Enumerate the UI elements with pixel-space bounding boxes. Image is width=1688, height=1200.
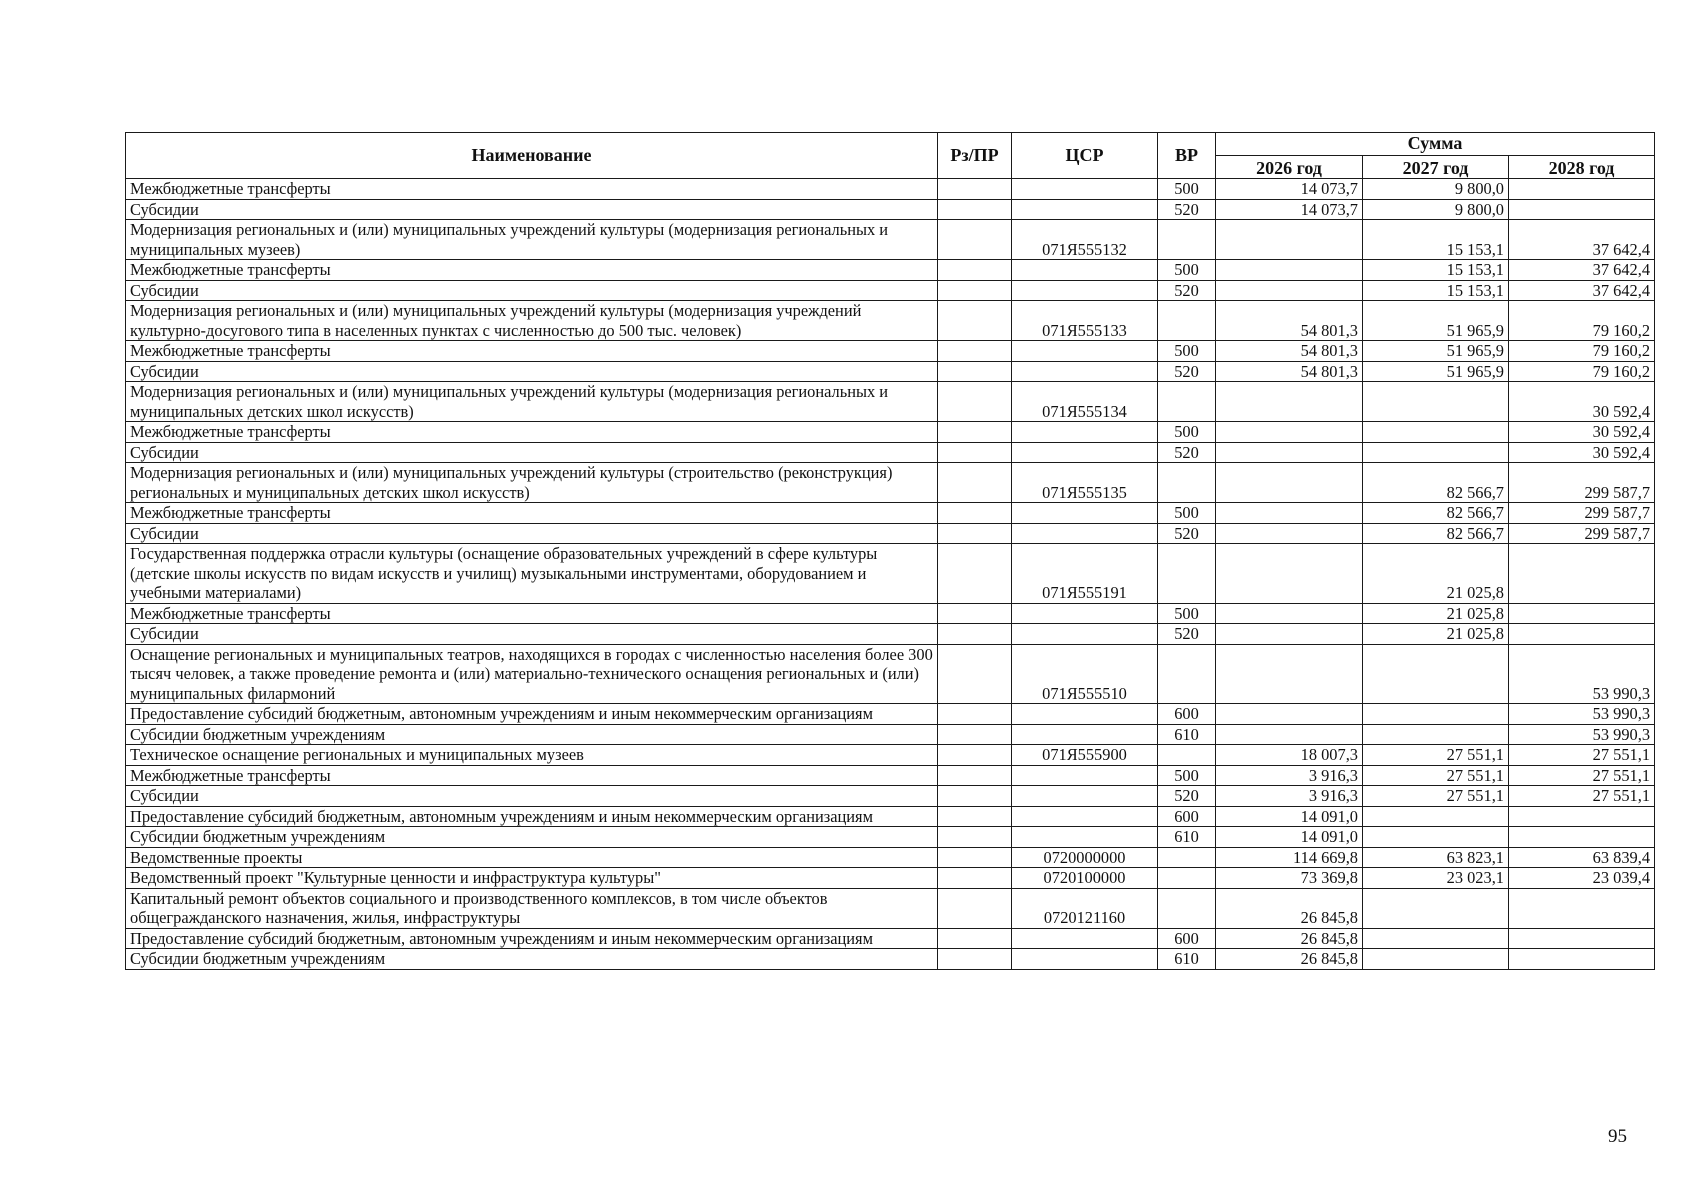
- cell-vr: 500: [1158, 503, 1216, 524]
- header-year-2028: 2028 год: [1509, 156, 1655, 179]
- cell-2027: 51 965,9: [1363, 341, 1509, 362]
- cell-csr: [1012, 280, 1158, 301]
- cell-vr: 610: [1158, 724, 1216, 745]
- cell-rzpr: [938, 179, 1012, 200]
- table-row: [126, 382, 1655, 422]
- cell-name: Межбюджетные трансферты: [126, 260, 938, 281]
- cell-csr: [1012, 422, 1158, 443]
- header-name: Наименование: [126, 133, 938, 179]
- cell-name: Межбюджетные трансферты: [126, 765, 938, 786]
- cell-2028: 30 592,4: [1509, 442, 1655, 463]
- table-header: [126, 133, 1655, 179]
- cell-2027: 9 800,0: [1363, 179, 1509, 200]
- cell-csr: 0720100000: [1012, 868, 1158, 889]
- table-row: [126, 280, 1655, 301]
- cell-csr: [1012, 949, 1158, 970]
- cell-2026: [1216, 644, 1363, 704]
- cell-csr: 071Я555191: [1012, 544, 1158, 604]
- cell-2026: [1216, 382, 1363, 422]
- cell-2027: [1363, 704, 1509, 725]
- cell-rzpr: [938, 301, 1012, 341]
- cell-rzpr: [938, 280, 1012, 301]
- cell-2028: 299 587,7: [1509, 463, 1655, 503]
- cell-2028: [1509, 827, 1655, 848]
- cell-name: Капитальный ремонт объектов социального и производственного комплексов, в том числе объектов общегражданского назначения, жилья, инфраструктуры: [126, 888, 938, 928]
- cell-2026: 26 845,8: [1216, 949, 1363, 970]
- cell-2028: 37 642,4: [1509, 280, 1655, 301]
- cell-2026: [1216, 603, 1363, 624]
- cell-2027: 15 153,1: [1363, 280, 1509, 301]
- cell-2026: [1216, 280, 1363, 301]
- cell-vr: 500: [1158, 260, 1216, 281]
- table-row: [126, 220, 1655, 260]
- cell-name: Межбюджетные трансферты: [126, 341, 938, 362]
- table-row: [126, 199, 1655, 220]
- cell-csr: [1012, 361, 1158, 382]
- cell-rzpr: [938, 361, 1012, 382]
- cell-2027: [1363, 382, 1509, 422]
- cell-csr: [1012, 341, 1158, 362]
- cell-2028: 27 551,1: [1509, 745, 1655, 766]
- cell-rzpr: [938, 949, 1012, 970]
- cell-2026: 54 801,3: [1216, 301, 1363, 341]
- cell-name: Субсидии: [126, 523, 938, 544]
- cell-vr: 520: [1158, 624, 1216, 645]
- table-row: [126, 361, 1655, 382]
- cell-2026: [1216, 523, 1363, 544]
- cell-rzpr: [938, 463, 1012, 503]
- cell-vr: 610: [1158, 827, 1216, 848]
- cell-rzpr: [938, 724, 1012, 745]
- cell-2027: [1363, 928, 1509, 949]
- cell-2027: 27 551,1: [1363, 745, 1509, 766]
- cell-2026: 14 091,0: [1216, 827, 1363, 848]
- table-row: [126, 603, 1655, 624]
- cell-csr: [1012, 603, 1158, 624]
- table-row: [126, 179, 1655, 200]
- cell-name: Модернизация региональных и (или) муниципальных учреждений культуры (модернизация учреждений культурно-досугового типа в населенных пунктах с численностью до 500 тыс. человек): [126, 301, 938, 341]
- cell-2027: 27 551,1: [1363, 765, 1509, 786]
- cell-2026: 26 845,8: [1216, 928, 1363, 949]
- cell-2028: 79 160,2: [1509, 341, 1655, 362]
- cell-2026: 114 669,8: [1216, 847, 1363, 868]
- cell-rzpr: [938, 442, 1012, 463]
- cell-name: Субсидии: [126, 786, 938, 807]
- cell-2027: [1363, 644, 1509, 704]
- cell-name: Государственная поддержка отрасли культуры (оснащение образовательных учреждений в сфере культуры (детские школы искусств по видам искусств и училищ) музыкальными инструментами, оборудованием и учебными материалами): [126, 544, 938, 604]
- cell-rzpr: [938, 382, 1012, 422]
- cell-name: Субсидии бюджетным учреждениям: [126, 724, 938, 745]
- cell-csr: [1012, 928, 1158, 949]
- cell-vr: [1158, 888, 1216, 928]
- cell-name: Модернизация региональных и (или) муниципальных учреждений культуры (строительство (реконструкция) региональных и муниципальных детских школ искусств): [126, 463, 938, 503]
- cell-csr: [1012, 806, 1158, 827]
- table-row: [126, 928, 1655, 949]
- cell-2026: 14 091,0: [1216, 806, 1363, 827]
- cell-2027: 82 566,7: [1363, 523, 1509, 544]
- cell-vr: [1158, 220, 1216, 260]
- cell-name: Субсидии: [126, 442, 938, 463]
- header-csr: ЦСР: [1012, 133, 1158, 179]
- cell-name: Техническое оснащение региональных и муниципальных музеев: [126, 745, 938, 766]
- cell-2027: [1363, 949, 1509, 970]
- cell-2026: 3 916,3: [1216, 786, 1363, 807]
- cell-2028: [1509, 624, 1655, 645]
- budget-table: [125, 132, 1655, 970]
- cell-csr: [1012, 724, 1158, 745]
- cell-csr: [1012, 704, 1158, 725]
- cell-2028: 53 990,3: [1509, 724, 1655, 745]
- cell-vr: [1158, 544, 1216, 604]
- cell-csr: [1012, 199, 1158, 220]
- cell-2026: [1216, 442, 1363, 463]
- cell-2026: [1216, 544, 1363, 604]
- cell-csr: [1012, 765, 1158, 786]
- table-row: [126, 544, 1655, 604]
- table-row: [126, 503, 1655, 524]
- table-row: [126, 341, 1655, 362]
- cell-2027: [1363, 724, 1509, 745]
- cell-2027: 9 800,0: [1363, 199, 1509, 220]
- cell-2026: [1216, 624, 1363, 645]
- cell-2027: 15 153,1: [1363, 220, 1509, 260]
- cell-vr: [1158, 301, 1216, 341]
- cell-2028: 30 592,4: [1509, 382, 1655, 422]
- cell-vr: 520: [1158, 523, 1216, 544]
- cell-vr: [1158, 644, 1216, 704]
- cell-2026: [1216, 220, 1363, 260]
- cell-2028: [1509, 949, 1655, 970]
- cell-rzpr: [938, 765, 1012, 786]
- cell-name: Межбюджетные трансферты: [126, 503, 938, 524]
- table-row: [126, 745, 1655, 766]
- cell-rzpr: [938, 220, 1012, 260]
- table-row: [126, 847, 1655, 868]
- header-year-2027: 2027 год: [1363, 156, 1509, 179]
- cell-2026: 14 073,7: [1216, 179, 1363, 200]
- cell-rzpr: [938, 868, 1012, 889]
- cell-2026: [1216, 463, 1363, 503]
- cell-2026: 3 916,3: [1216, 765, 1363, 786]
- cell-vr: 500: [1158, 603, 1216, 624]
- cell-vr: [1158, 868, 1216, 889]
- header-sum: Сумма: [1216, 133, 1655, 156]
- cell-vr: 600: [1158, 704, 1216, 725]
- cell-2028: [1509, 603, 1655, 624]
- table-row: [126, 704, 1655, 725]
- cell-vr: [1158, 745, 1216, 766]
- cell-rzpr: [938, 644, 1012, 704]
- cell-rzpr: [938, 786, 1012, 807]
- cell-csr: 071Я555900: [1012, 745, 1158, 766]
- cell-rzpr: [938, 422, 1012, 443]
- cell-csr: [1012, 624, 1158, 645]
- cell-2027: 21 025,8: [1363, 603, 1509, 624]
- cell-2026: [1216, 724, 1363, 745]
- table-row: [126, 888, 1655, 928]
- table-row: [126, 260, 1655, 281]
- cell-vr: 610: [1158, 949, 1216, 970]
- cell-2026: [1216, 704, 1363, 725]
- cell-name: Ведомственный проект "Культурные ценности и инфраструктура культуры": [126, 868, 938, 889]
- cell-vr: [1158, 847, 1216, 868]
- table-row: [126, 523, 1655, 544]
- table-row: [126, 644, 1655, 704]
- cell-2026: 54 801,3: [1216, 341, 1363, 362]
- cell-2027: 51 965,9: [1363, 361, 1509, 382]
- cell-2028: 53 990,3: [1509, 644, 1655, 704]
- page-number: 95: [1608, 1126, 1627, 1147]
- cell-vr: 520: [1158, 786, 1216, 807]
- cell-rzpr: [938, 603, 1012, 624]
- cell-2027: 82 566,7: [1363, 463, 1509, 503]
- cell-2028: 299 587,7: [1509, 523, 1655, 544]
- cell-name: Субсидии: [126, 280, 938, 301]
- table-row: [126, 949, 1655, 970]
- cell-2026: 73 369,8: [1216, 868, 1363, 889]
- table-row: [126, 765, 1655, 786]
- cell-rzpr: [938, 341, 1012, 362]
- cell-2028: [1509, 199, 1655, 220]
- cell-csr: 071Я555133: [1012, 301, 1158, 341]
- cell-csr: [1012, 523, 1158, 544]
- cell-vr: 500: [1158, 341, 1216, 362]
- cell-2027: [1363, 806, 1509, 827]
- table-row: [126, 624, 1655, 645]
- cell-2028: 53 990,3: [1509, 704, 1655, 725]
- cell-csr: 071Я555132: [1012, 220, 1158, 260]
- header-rzpr: Рз/ПР: [938, 133, 1012, 179]
- cell-name: Межбюджетные трансферты: [126, 422, 938, 443]
- cell-name: Межбюджетные трансферты: [126, 179, 938, 200]
- cell-2028: 299 587,7: [1509, 503, 1655, 524]
- cell-vr: 520: [1158, 199, 1216, 220]
- cell-rzpr: [938, 260, 1012, 281]
- cell-rzpr: [938, 745, 1012, 766]
- cell-rzpr: [938, 888, 1012, 928]
- cell-csr: 071Я555134: [1012, 382, 1158, 422]
- cell-2027: [1363, 827, 1509, 848]
- table-body: [126, 179, 1655, 970]
- cell-csr: 0720121160: [1012, 888, 1158, 928]
- cell-name: Предоставление субсидий бюджетным, автономным учреждениям и иным некоммерческим организациям: [126, 928, 938, 949]
- table-row: [126, 442, 1655, 463]
- cell-2027: 63 823,1: [1363, 847, 1509, 868]
- header-vr: ВР: [1158, 133, 1216, 179]
- cell-2027: 23 023,1: [1363, 868, 1509, 889]
- cell-2027: 27 551,1: [1363, 786, 1509, 807]
- cell-vr: 520: [1158, 361, 1216, 382]
- cell-2028: 79 160,2: [1509, 301, 1655, 341]
- cell-csr: [1012, 503, 1158, 524]
- cell-name: Межбюджетные трансферты: [126, 603, 938, 624]
- cell-rzpr: [938, 704, 1012, 725]
- cell-csr: [1012, 442, 1158, 463]
- cell-rzpr: [938, 199, 1012, 220]
- cell-2028: 23 039,4: [1509, 868, 1655, 889]
- cell-rzpr: [938, 827, 1012, 848]
- cell-csr: [1012, 179, 1158, 200]
- cell-csr: [1012, 827, 1158, 848]
- cell-name: Субсидии бюджетным учреждениям: [126, 949, 938, 970]
- cell-2027: 15 153,1: [1363, 260, 1509, 281]
- cell-rzpr: [938, 544, 1012, 604]
- cell-2027: 51 965,9: [1363, 301, 1509, 341]
- cell-name: Оснащение региональных и муниципальных театров, находящихся в городах с численностью населения более 300 тысяч человек, а также проведение ремонта и (или) материально-технического оснащения региональных и (или) муниципальных филармоний: [126, 644, 938, 704]
- cell-rzpr: [938, 503, 1012, 524]
- cell-2027: 21 025,8: [1363, 624, 1509, 645]
- cell-vr: [1158, 382, 1216, 422]
- cell-vr: 500: [1158, 179, 1216, 200]
- cell-csr: 0720000000: [1012, 847, 1158, 868]
- cell-2027: [1363, 422, 1509, 443]
- cell-2026: [1216, 422, 1363, 443]
- cell-2028: 79 160,2: [1509, 361, 1655, 382]
- cell-2028: [1509, 179, 1655, 200]
- cell-name: Субсидии: [126, 361, 938, 382]
- table-row: [126, 868, 1655, 889]
- cell-2027: [1363, 888, 1509, 928]
- cell-vr: 520: [1158, 442, 1216, 463]
- table-row: [126, 806, 1655, 827]
- cell-name: Ведомственные проекты: [126, 847, 938, 868]
- cell-rzpr: [938, 806, 1012, 827]
- cell-2028: [1509, 888, 1655, 928]
- cell-rzpr: [938, 523, 1012, 544]
- table-row: [126, 786, 1655, 807]
- cell-2028: 37 642,4: [1509, 260, 1655, 281]
- cell-2028: 30 592,4: [1509, 422, 1655, 443]
- cell-name: Субсидии: [126, 199, 938, 220]
- cell-name: Субсидии: [126, 624, 938, 645]
- cell-vr: 520: [1158, 280, 1216, 301]
- cell-2026: [1216, 260, 1363, 281]
- cell-rzpr: [938, 624, 1012, 645]
- cell-2028: 27 551,1: [1509, 786, 1655, 807]
- cell-2028: [1509, 806, 1655, 827]
- cell-vr: 500: [1158, 765, 1216, 786]
- table-row: [126, 463, 1655, 503]
- cell-name: Модернизация региональных и (или) муниципальных учреждений культуры (модернизация региональных и муниципальных музеев): [126, 220, 938, 260]
- cell-2026: [1216, 503, 1363, 524]
- cell-csr: [1012, 786, 1158, 807]
- cell-2026: 14 073,7: [1216, 199, 1363, 220]
- cell-csr: 071Я555135: [1012, 463, 1158, 503]
- table-row: [126, 724, 1655, 745]
- cell-2028: [1509, 544, 1655, 604]
- cell-2027: 82 566,7: [1363, 503, 1509, 524]
- cell-2028: 27 551,1: [1509, 765, 1655, 786]
- cell-2026: 54 801,3: [1216, 361, 1363, 382]
- cell-2028: 63 839,4: [1509, 847, 1655, 868]
- cell-rzpr: [938, 847, 1012, 868]
- cell-name: Субсидии бюджетным учреждениям: [126, 827, 938, 848]
- cell-name: Предоставление субсидий бюджетным, автономным учреждениям и иным некоммерческим организациям: [126, 806, 938, 827]
- cell-2028: 37 642,4: [1509, 220, 1655, 260]
- table-row: [126, 827, 1655, 848]
- cell-rzpr: [938, 928, 1012, 949]
- cell-name: Предоставление субсидий бюджетным, автономным учреждениям и иным некоммерческим организациям: [126, 704, 938, 725]
- cell-2027: 21 025,8: [1363, 544, 1509, 604]
- table-row: [126, 301, 1655, 341]
- cell-csr: 071Я555510: [1012, 644, 1158, 704]
- cell-2026: 26 845,8: [1216, 888, 1363, 928]
- header-year-2026: 2026 год: [1216, 156, 1363, 179]
- cell-csr: [1012, 260, 1158, 281]
- cell-2026: 18 007,3: [1216, 745, 1363, 766]
- cell-vr: 500: [1158, 422, 1216, 443]
- cell-vr: [1158, 463, 1216, 503]
- cell-name: Модернизация региональных и (или) муниципальных учреждений культуры (модернизация региональных и муниципальных детских школ искусств): [126, 382, 938, 422]
- cell-2027: [1363, 442, 1509, 463]
- table-row: [126, 422, 1655, 443]
- cell-2028: [1509, 928, 1655, 949]
- cell-vr: 600: [1158, 928, 1216, 949]
- cell-vr: 600: [1158, 806, 1216, 827]
